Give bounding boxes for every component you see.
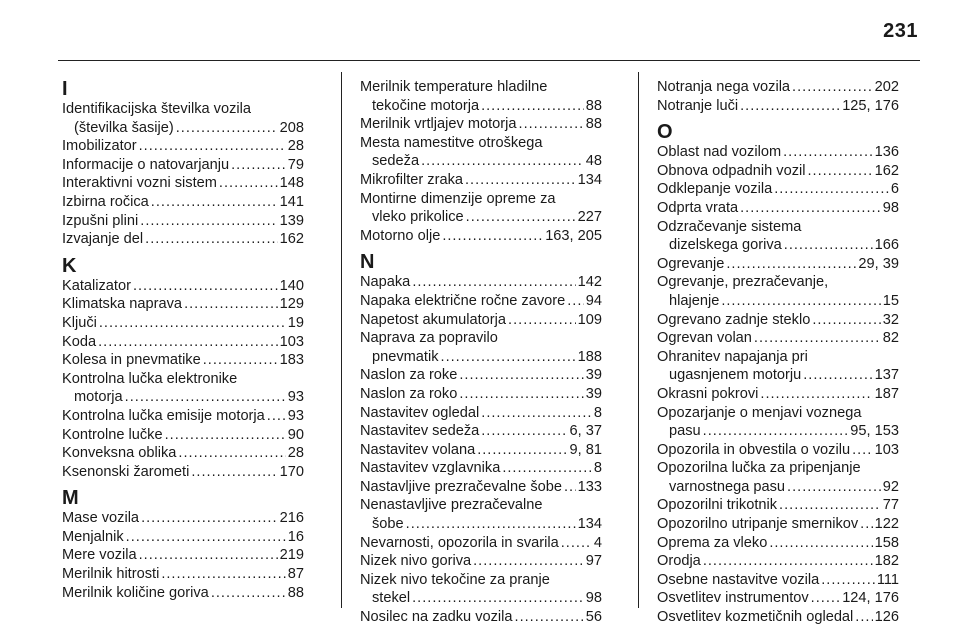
index-entry <box>657 273 899 310</box>
index-entry-pages: 219 <box>279 547 304 564</box>
dot-leader <box>211 584 286 603</box>
index-entry <box>657 348 899 385</box>
index-entry <box>360 441 602 460</box>
dot-leader <box>406 515 576 534</box>
dot-leader <box>779 496 881 515</box>
dot-leader <box>564 478 576 497</box>
dot-leader <box>203 351 278 370</box>
index-entry <box>657 329 899 348</box>
index-entry <box>62 528 304 547</box>
index-entry-term: Menjalnik <box>62 528 124 545</box>
index-entry-term: Nosilec na zadku vozila <box>360 609 513 626</box>
index-entry-pages: 28 <box>287 138 304 155</box>
index-entry-term: Napaka <box>360 274 411 291</box>
index-entry-term: Oprema za vleko <box>657 534 768 551</box>
index-entry <box>62 370 304 407</box>
index-entry <box>657 552 899 571</box>
index-entry-pages: 93 <box>287 407 304 424</box>
index-entry-pages: 15 <box>882 292 899 309</box>
dot-leader <box>508 311 576 330</box>
index-entry-pages: 8 <box>593 404 602 421</box>
dot-leader <box>783 143 873 162</box>
index-entry-pages: 39 <box>585 367 602 384</box>
index-entry-term: Ogrevanje <box>657 255 725 272</box>
index-entry-pages: 79 <box>287 156 304 173</box>
index-entry <box>360 227 602 246</box>
index-entry <box>360 190 602 227</box>
index-entry-pages: 162 <box>279 231 304 248</box>
dot-leader <box>769 534 872 553</box>
index-entry <box>62 174 304 193</box>
index-letter-heading: M <box>62 487 79 510</box>
index-entry <box>657 162 899 181</box>
index-entry-heading: Opozorilna lučka za pripenjanje <box>657 460 861 477</box>
index-entry-term: Ogrevano zadnje steklo <box>657 311 811 328</box>
index-entry-term: motorja <box>74 389 123 406</box>
index-entry-heading: Nizek nivo tekočine za pranje <box>360 571 550 588</box>
index-entry <box>360 404 602 423</box>
index-entry-pages: 77 <box>882 497 899 514</box>
index-entry-term: Mikrofilter zraka <box>360 171 463 188</box>
index-entry-term: Mere vozila <box>62 547 137 564</box>
dot-leader <box>459 366 583 385</box>
dot-leader <box>125 388 286 407</box>
dot-leader <box>860 515 872 534</box>
index-entry <box>360 171 602 190</box>
dot-leader <box>481 97 584 116</box>
index-entry-heading: Montirne dimenzije opreme za <box>360 190 556 207</box>
index-entry <box>62 565 304 584</box>
index-entry-pages: 94 <box>585 292 602 309</box>
index-entry-pages: 125, 176 <box>842 97 899 114</box>
index-entry-pages: 16 <box>287 528 304 545</box>
index-entry <box>62 333 304 352</box>
index-entry-term: Imobilizator <box>62 138 137 155</box>
index-entry-term: Mase vozila <box>62 510 140 527</box>
index-entry <box>360 329 602 366</box>
dot-leader <box>161 565 285 584</box>
dot-leader <box>466 208 576 227</box>
dot-leader <box>178 444 285 463</box>
dot-leader <box>442 227 543 246</box>
dot-leader <box>441 348 576 367</box>
index-entry-pages: 140 <box>279 277 304 294</box>
index-entry-term: Konveksna oblika <box>62 445 177 462</box>
index-entry-pages: 139 <box>279 212 304 229</box>
index-entry <box>62 351 304 370</box>
index-entry <box>657 78 899 97</box>
index-entry <box>657 441 899 460</box>
index-entry-pages: 133 <box>577 478 602 495</box>
index-entry-pages: 90 <box>287 426 304 443</box>
index-entry-pages: 97 <box>585 553 602 570</box>
index-entry <box>360 552 602 571</box>
index-entry <box>657 385 899 404</box>
dot-leader <box>852 441 873 460</box>
index-entry <box>657 459 899 496</box>
index-entry <box>360 311 602 330</box>
index-entry-pages: 98 <box>585 590 602 607</box>
index-entry <box>657 180 899 199</box>
dot-leader <box>740 199 881 218</box>
index-entry-pages: 158 <box>874 534 899 551</box>
index-entry-term: Motorno olje <box>360 227 441 244</box>
dot-leader <box>792 78 873 97</box>
index-entry-term: Osvetlitev kozmetičnih ogledal <box>657 609 854 626</box>
index-entry-pages: 88 <box>287 584 304 601</box>
dot-leader <box>267 407 286 426</box>
index-entry-term: Ključi <box>62 314 97 331</box>
dot-leader <box>412 589 584 608</box>
dot-leader <box>740 97 840 116</box>
index-entry-term: (številka šasije) <box>74 119 174 136</box>
index-entry <box>360 478 602 497</box>
index-entry-term: Okrasni pokrovi <box>657 385 759 402</box>
index-entry-term: Ksenonski žarometi <box>62 463 190 480</box>
dot-leader <box>151 193 278 212</box>
index-entry-pages: 134 <box>577 171 602 188</box>
dot-leader <box>141 509 278 528</box>
index-entry-pages: 137 <box>874 367 899 384</box>
dot-leader <box>473 552 584 571</box>
index-entry-pages: 162 <box>874 162 899 179</box>
index-entry <box>360 571 602 608</box>
index-entry <box>657 255 899 274</box>
index-entry <box>657 311 899 330</box>
index-letter-heading: O <box>657 121 673 144</box>
header-rule <box>58 60 920 61</box>
index-entry-pages: 136 <box>874 144 899 161</box>
dot-leader <box>176 119 278 138</box>
index-entry-pages: 9, 81 <box>569 441 602 458</box>
index-entry-term: Opozorilno utripanje smernikov <box>657 516 859 533</box>
index-entry-term: sedeža <box>372 153 420 170</box>
index-entry-term: Nastavitev ogledal <box>360 404 480 421</box>
dot-leader <box>184 295 278 314</box>
index-entry-pages: 187 <box>874 385 899 402</box>
index-entry-pages: 163, 205 <box>545 227 602 244</box>
index-entry-term: Osebne nastavitve vozila <box>657 571 820 588</box>
dot-leader <box>145 230 278 249</box>
index-entry-term: Ogrevan volan <box>657 330 752 347</box>
index-entry-term: Oblast nad vozilom <box>657 144 782 161</box>
index-entry-term: Izbirna ročica <box>62 193 149 210</box>
index-entry-heading: Kontrolna lučka elektronike <box>62 370 238 387</box>
index-entry-pages: 19 <box>287 314 304 331</box>
index-entry-pages: 6, 37 <box>569 423 602 440</box>
dot-leader <box>140 212 277 231</box>
index-entry-pages: 134 <box>577 516 602 533</box>
index-entry-heading: Opozarjanje o menjavi voznega <box>657 404 862 421</box>
index-entry-term: Notranje luči <box>657 97 739 114</box>
dot-leader <box>99 314 286 333</box>
index-letter-heading: K <box>62 254 77 277</box>
index-entry-term: Kontrolne lučke <box>62 426 163 443</box>
index-entry-pages: 93 <box>287 389 304 406</box>
index-entry-term: Informacije o natovarjanju <box>62 156 230 173</box>
dot-leader <box>561 534 592 553</box>
index-entry-heading: Nenastavljive prezračevalne <box>360 497 543 514</box>
index-entry <box>62 407 304 426</box>
index-entry <box>657 515 899 534</box>
index-entry-term: Naslon za roke <box>360 367 458 384</box>
dot-leader <box>421 152 584 171</box>
dot-leader <box>412 273 575 292</box>
dot-leader <box>139 546 278 565</box>
index-entry <box>360 608 602 627</box>
index-entry <box>657 496 899 515</box>
index-entry-term: šobe <box>372 516 404 533</box>
dot-leader <box>721 292 880 311</box>
index-entry-pages: 28 <box>287 445 304 462</box>
index-entry <box>62 584 304 603</box>
index-entry <box>360 134 602 171</box>
index-entry-term: Opozorilni trikotnik <box>657 497 778 514</box>
index-entry-pages: 88 <box>585 97 602 114</box>
index-entry-pages: 109 <box>577 311 602 328</box>
index-entry-term: pnevmatik <box>372 348 439 365</box>
index-entry-pages: 82 <box>882 330 899 347</box>
index-entry-term: Orodja <box>657 553 701 570</box>
index-entry-term: Katalizator <box>62 277 131 294</box>
index-entry-term: tekočine motorja <box>372 97 480 114</box>
index-entry-pages: 216 <box>279 510 304 527</box>
page-number: 231 <box>883 20 918 42</box>
index-entry-term: Kontrolna lučka emisije motorja <box>62 407 265 424</box>
dot-leader <box>726 255 856 274</box>
index-entry <box>62 444 304 463</box>
index-entry-heading: Ogrevanje, prezračevanje, <box>657 274 829 291</box>
index-entry <box>360 496 602 533</box>
index-letter-heading: I <box>62 78 68 100</box>
index-entry-term: Nastavitev sedeža <box>360 423 480 440</box>
dot-leader <box>515 608 584 627</box>
index-entry-term: Merilnik hitrosti <box>62 566 160 583</box>
dot-leader <box>231 156 286 175</box>
index-entry-pages: 4 <box>593 534 602 551</box>
index-entry-term: Napetost akumulatorja <box>360 311 507 328</box>
index-column-2 <box>360 78 602 627</box>
index-entry-pages: 103 <box>279 333 304 350</box>
index-entry <box>62 546 304 565</box>
dot-leader <box>459 385 583 404</box>
dot-leader <box>784 236 873 255</box>
index-entry-pages: 29, 39 <box>858 255 899 272</box>
index-entry-term: vleko prikolice <box>372 209 464 226</box>
index-entry <box>360 273 602 292</box>
index-entry-pages: 87 <box>287 566 304 583</box>
index-entry-term: pasu <box>669 423 701 440</box>
dot-leader <box>133 277 278 296</box>
index-entry-term: Opozorila in obvestila o vozilu <box>657 441 851 458</box>
index-entry-term: Notranja nega vozila <box>657 79 791 95</box>
index-entry <box>62 295 304 314</box>
index-entry-term: Odklepanje vozila <box>657 181 773 198</box>
dot-leader <box>807 162 872 181</box>
index-entry-pages: 95, 153 <box>850 423 899 440</box>
index-entry-pages: 208 <box>279 119 304 136</box>
dot-leader <box>760 385 872 404</box>
index-entry <box>657 608 899 627</box>
index-entry-pages: 56 <box>585 609 602 626</box>
index-entry <box>360 78 602 115</box>
index-entry-term: Obnova odpadnih vozil <box>657 162 806 179</box>
index-entry <box>360 366 602 385</box>
index-entry-term: Klimatska naprava <box>62 296 183 313</box>
index-entry-pages: 141 <box>279 193 304 210</box>
index-entry <box>360 422 602 441</box>
dot-leader <box>519 115 584 134</box>
index-entry-pages: 148 <box>279 175 304 192</box>
dot-leader <box>855 608 872 627</box>
index-entry-term: ugasnjenem motorju <box>669 367 802 384</box>
index-entry <box>360 115 602 134</box>
index-entry-heading: Merilnik temperature hladilne <box>360 79 548 95</box>
index-entry <box>657 404 899 441</box>
index-entry <box>62 426 304 445</box>
index-entry-pages: 88 <box>585 116 602 133</box>
index-entry <box>360 534 602 553</box>
index-entry-term: Merilnik vrtljajev motorja <box>360 116 517 133</box>
index-entry-pages: 124, 176 <box>842 590 899 607</box>
index-entry-pages: 142 <box>577 274 602 291</box>
index-entry-pages: 103 <box>874 441 899 458</box>
index-entry-pages: 32 <box>882 311 899 328</box>
index-entry-term: Nizek nivo goriva <box>360 553 472 570</box>
dot-leader <box>821 571 875 590</box>
dot-leader <box>803 366 872 385</box>
dot-leader <box>481 422 567 441</box>
index-entry <box>657 199 899 218</box>
dot-leader <box>703 422 849 441</box>
index-entry <box>62 230 304 249</box>
index-entry-term: Izpušni plini <box>62 212 139 229</box>
index-entry-term: Naslon za roko <box>360 385 458 402</box>
dot-leader <box>787 478 881 497</box>
column-divider <box>638 72 639 608</box>
index-entry-pages: 111 <box>876 571 899 588</box>
dot-leader <box>811 589 841 608</box>
index-entry <box>62 509 304 528</box>
index-entry-pages: 8 <box>593 460 602 477</box>
index-entry <box>360 292 602 311</box>
index-column-3 <box>657 78 899 627</box>
dot-leader <box>126 528 286 547</box>
index-entry <box>62 193 304 212</box>
index-entry-term: Koda <box>62 333 97 350</box>
index-entry <box>62 277 304 296</box>
dot-leader <box>567 292 584 311</box>
index-entry-pages: 98 <box>882 199 899 216</box>
index-entry <box>657 218 899 255</box>
index-entry <box>360 459 602 478</box>
dot-leader <box>502 459 592 478</box>
index-entry-term: hlajenje <box>669 292 720 309</box>
dot-leader <box>165 426 286 445</box>
dot-leader <box>219 174 278 193</box>
index-entry-term: Interaktivni vozni sistem <box>62 175 217 192</box>
dot-leader <box>481 404 592 423</box>
index-entry-pages: 183 <box>279 352 304 369</box>
index-entry-pages: 188 <box>577 348 602 365</box>
dot-leader <box>465 171 576 190</box>
index-entry-term: Napaka električne ročne zavore <box>360 292 566 309</box>
index-entry-term: Nastavitev vzglavnika <box>360 460 501 477</box>
index-entry <box>62 314 304 333</box>
index-entry-term: Nastavljive prezračevalne šobe <box>360 478 562 495</box>
index-entry <box>62 212 304 231</box>
index-entry-heading: Naprava za popravilo <box>360 330 498 347</box>
index-entry-pages: 182 <box>874 553 899 570</box>
index-entry-term: varnostnega pasu <box>669 478 786 495</box>
index-entry-pages: 92 <box>882 478 899 495</box>
index-entry-pages: 39 <box>585 385 602 402</box>
index-entry-pages: 48 <box>585 153 602 170</box>
index-entry-term: Odprta vrata <box>657 199 739 216</box>
index-entry <box>657 589 899 608</box>
index-entry-pages: 202 <box>874 79 899 95</box>
column-divider <box>341 72 342 608</box>
index-entry-pages: 170 <box>279 463 304 480</box>
index-entry <box>360 385 602 404</box>
index-entry-term: Nevarnosti, opozorila in svarila <box>360 534 559 551</box>
index-entry <box>657 571 899 590</box>
dot-leader <box>477 441 567 460</box>
dot-leader <box>191 463 277 482</box>
index-entry-term: Osvetlitev instrumentov <box>657 590 809 607</box>
dot-leader <box>703 552 873 571</box>
index-entry-heading: Identifikacijska številka vozila <box>62 101 251 117</box>
index-entry-term: stekel <box>372 590 411 607</box>
index-entry-term: Izvajanje del <box>62 231 144 248</box>
index-entry-heading: Odzračevanje sistema <box>657 218 802 235</box>
index-entry-term: Nastavitev volana <box>360 441 476 458</box>
index-entry-pages: 126 <box>874 609 899 626</box>
index-column-1 <box>62 78 304 602</box>
dot-leader <box>812 311 880 330</box>
dot-leader <box>98 333 278 352</box>
index-entry-pages: 122 <box>874 516 899 533</box>
index-entry-pages: 166 <box>874 237 899 254</box>
index-entry-term: dizelskega goriva <box>669 237 782 254</box>
index-entry-pages: 227 <box>577 209 602 226</box>
index-entry <box>657 534 899 553</box>
dot-leader <box>774 180 889 199</box>
index-entry-term: Merilnik količine goriva <box>62 584 209 601</box>
dot-leader <box>754 329 881 348</box>
index-entry <box>62 463 304 482</box>
index-entry-pages: 129 <box>279 296 304 313</box>
index-entry-term: Kolesa in pnevmatike <box>62 352 201 369</box>
index-entry <box>62 156 304 175</box>
index-entry-heading: Ohranitev napajanja pri <box>657 348 808 365</box>
index-entry-pages: 6 <box>890 181 899 198</box>
index-entry-heading: Mesta namestitve otroškega <box>360 134 543 151</box>
dot-leader <box>139 137 286 156</box>
index-entry <box>62 100 304 137</box>
index-letter-heading: N <box>360 251 375 274</box>
index-entry <box>657 97 899 116</box>
index-entry <box>62 137 304 156</box>
index-entry <box>657 143 899 162</box>
